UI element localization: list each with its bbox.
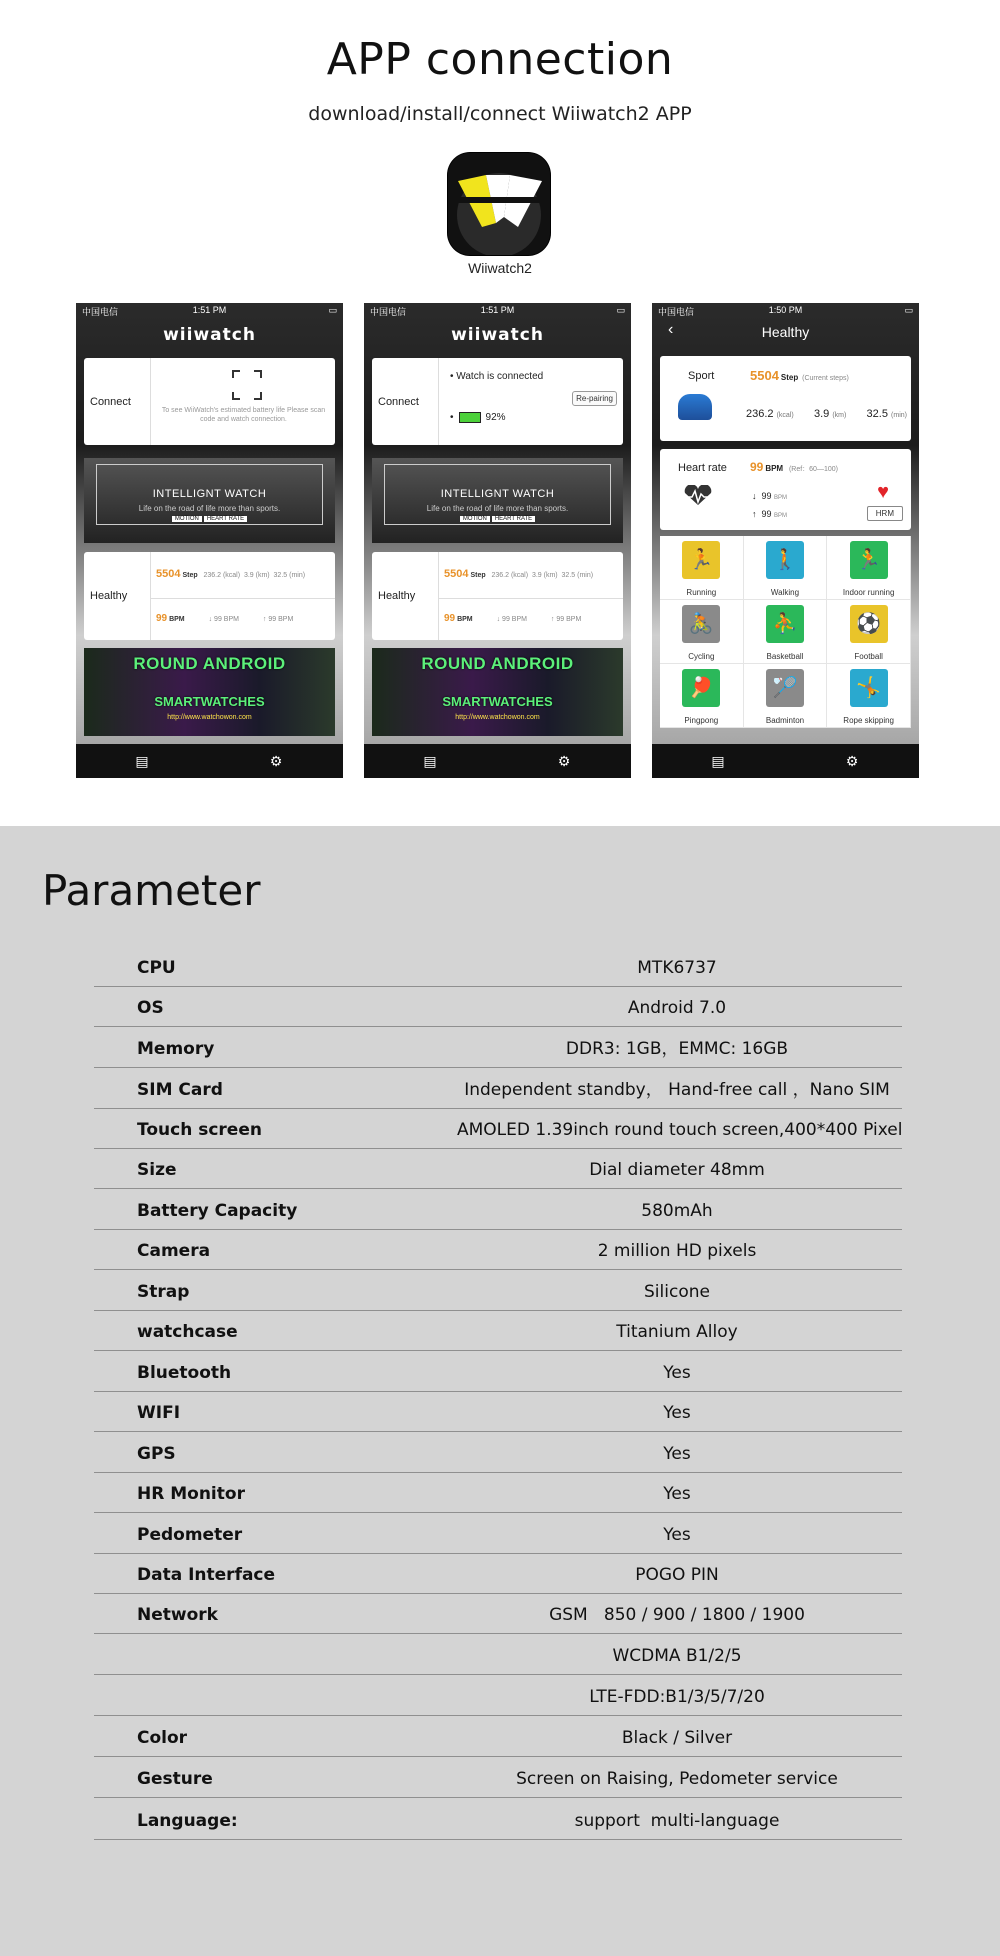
app-name-label: Wiiwatch2 (468, 260, 532, 276)
parameter-row (94, 1268, 902, 1311)
parameter-key: GPS (137, 1444, 176, 1464)
parameter-key: Battery Capacity (137, 1201, 298, 1221)
parameter-row (94, 1714, 902, 1757)
steps-value: 5504 (750, 368, 779, 383)
carrier-label: 中国电信 (82, 307, 119, 317)
bpm-unit: BPM (457, 616, 473, 623)
activity-item[interactable] (660, 536, 744, 600)
activity-icon: 🚴 (682, 605, 720, 643)
parameter-key: HR Monitor (137, 1484, 245, 1504)
battery-value: 92% (485, 412, 506, 424)
parameter-value: Screen on Raising, Pedometer service (516, 1769, 838, 1789)
activity-icon: 🏓 (682, 669, 720, 707)
kcal-value: 236.2 (746, 408, 774, 420)
round-android-promo[interactable] (372, 648, 623, 736)
activity-icon: ⛹ (766, 605, 804, 643)
banner-title: INTELLIGNT WATCH (440, 488, 555, 500)
activity-item[interactable] (744, 600, 828, 664)
parameter-row (94, 1187, 902, 1230)
parameter-value: MTK6737 (637, 958, 717, 978)
parameter-value: DDR3: 1GB，EMMC: 16GB (565, 1039, 789, 1059)
min-value: 32.5 (273, 572, 288, 579)
parameter-row (94, 1591, 902, 1634)
connected-text: Watch is connected (456, 371, 544, 382)
settings-tab-icon[interactable]: ⚙ (269, 753, 283, 769)
parameter-value: Android 7.0 (627, 998, 727, 1018)
scan-qr-icon[interactable] (232, 370, 262, 400)
parameter-title: Parameter (42, 866, 261, 915)
steps-unit: Step (470, 572, 486, 579)
parameter-value: WCDMA B1/2/5 (612, 1646, 742, 1666)
parameter-row (94, 1551, 902, 1594)
parameter-value: Black / Silver (621, 1728, 733, 1748)
settings-tab-icon[interactable]: ⚙ (845, 753, 859, 769)
wiiwatch-app-icon[interactable] (448, 153, 550, 255)
intelligent-watch-banner[interactable] (372, 458, 623, 543)
parameter-row (94, 1632, 902, 1675)
page-title: APP connection (326, 34, 674, 85)
bottom-tab-bar (364, 744, 631, 778)
tag-heart-rate: HEART RATE (492, 516, 535, 522)
activity-item[interactable] (660, 664, 744, 728)
messages-tab-icon[interactable]: ▤ (423, 753, 437, 769)
bottom-tab-bar (76, 744, 343, 778)
bpm-low: 99 (214, 616, 222, 623)
parameter-row (94, 1308, 902, 1351)
parameter-row (94, 944, 902, 987)
km-unit: (km) (255, 572, 270, 579)
parameter-value: Yes (663, 1363, 691, 1383)
activity-label: Badminton (765, 716, 805, 725)
parameter-row (94, 1389, 902, 1432)
parameter-value: GSM 850 / 900 / 1800 / 1900 (549, 1605, 805, 1625)
activity-icon: 🤸 (850, 669, 888, 707)
arrow-up-icon: ↑ (262, 616, 267, 623)
activity-label: Pingpong (684, 716, 719, 725)
activity-grid (660, 536, 911, 728)
parameter-key: CPU (137, 958, 176, 978)
parameter-value: POGO PIN (635, 1565, 719, 1585)
banner-title: INTELLIGNT WATCH (152, 488, 267, 500)
bpm-low: 99 (761, 491, 772, 501)
parameter-key: Touch screen (137, 1120, 262, 1140)
messages-tab-icon[interactable]: ▤ (711, 753, 725, 769)
current-steps-label: (Current steps) (802, 375, 849, 382)
bpm-value: 99 (750, 460, 764, 474)
min-value: 32.5 (866, 408, 888, 420)
bpm-high: 99 (761, 509, 772, 519)
parameter-value: Yes (663, 1525, 691, 1545)
status-bar (652, 303, 919, 317)
parameter-row (94, 1511, 902, 1554)
parameter-key: Language: (137, 1811, 238, 1831)
bpm-high-unit: BPM (278, 616, 294, 623)
parameter-key: Gesture (137, 1769, 213, 1789)
activity-label: Football (854, 652, 883, 661)
km-value: 3.9 (243, 572, 254, 579)
kcal-value: 236.2 (203, 572, 221, 579)
phone-screen-healthy (652, 303, 919, 778)
parameter-key: Bluetooth (137, 1363, 232, 1383)
kcal-unit: (kcal) (510, 572, 529, 579)
banner-subtitle: Life on the road of life more than sports. (138, 504, 281, 513)
activity-item[interactable] (827, 664, 911, 728)
w-logo-icon (448, 153, 550, 255)
parameter-row (94, 1755, 902, 1798)
heart-rate-label: Heart rate (678, 462, 727, 474)
parameter-row (94, 1066, 902, 1109)
re-pairing-button[interactable]: Re-pairing (572, 391, 617, 406)
healthy-label: Healthy (378, 590, 416, 602)
battery-icon (459, 412, 481, 423)
parameter-row (94, 1227, 902, 1270)
bpm-low-unit: BPM (774, 495, 788, 501)
activity-label: Indoor running (842, 588, 895, 597)
min-unit: (min) (891, 412, 907, 419)
carrier-label: 中国电信 (370, 307, 407, 317)
activity-icon: ⚽ (850, 605, 888, 643)
tag-motion: MOTION (460, 516, 490, 522)
kcal-value: 236.2 (491, 572, 509, 579)
parameter-value: Silicone (644, 1282, 710, 1302)
healthy-screen-title: Healthy (761, 324, 810, 340)
km-value: 3.9 (531, 572, 542, 579)
battery-status-icon: ▭ (328, 305, 337, 315)
running-shoe-icon (678, 394, 712, 420)
bpm-value: 99 (444, 613, 456, 624)
sport-label: Sport (688, 370, 715, 382)
heart-rate-card[interactable] (660, 449, 911, 530)
bullet-icon: • (450, 371, 454, 382)
banner-subtitle: Life on the road of life more than sports. (426, 504, 569, 513)
parameter-value: 2 million HD pixels (597, 1241, 757, 1261)
parameter-value: Dial diameter 48mm (589, 1160, 765, 1180)
parameter-key: Network (137, 1605, 218, 1625)
promo-subtitle: SMARTWATCHES (442, 694, 553, 709)
parameter-key: Memory (137, 1039, 215, 1059)
parameter-key: Pedometer (137, 1525, 243, 1545)
bpm-high: 99 (268, 616, 277, 623)
parameter-section (0, 826, 1000, 1956)
parameter-key: Data Interface (137, 1565, 276, 1585)
status-bar (76, 303, 343, 317)
bpm-low-unit: BPM (511, 616, 527, 623)
parameter-row (94, 1430, 902, 1473)
connect-card[interactable] (372, 358, 623, 445)
activity-item[interactable] (744, 664, 828, 728)
arrow-up-icon: ↑ (752, 509, 757, 519)
activity-icon: 🚶 (766, 541, 804, 579)
phone-screen-connect (76, 303, 343, 778)
parameter-value: Titanium Alloy (616, 1322, 738, 1342)
steps-value: 5504 (444, 568, 469, 580)
connect-card[interactable] (84, 358, 335, 445)
bpm-low-unit: BPM (223, 616, 239, 623)
settings-tab-icon[interactable]: ⚙ (557, 753, 571, 769)
parameter-key: Camera (137, 1241, 211, 1261)
messages-tab-icon[interactable]: ▤ (135, 753, 149, 769)
km-unit: (km) (832, 412, 847, 419)
parameter-value: 580mAh (641, 1201, 713, 1221)
parameter-key: OS (137, 998, 164, 1018)
km-value: 3.9 (813, 408, 830, 420)
parameter-row (94, 1025, 902, 1068)
parameter-key: SIM Card (137, 1080, 223, 1100)
steps-value: 5504 (156, 568, 181, 580)
activity-icon: 🏃 (850, 541, 888, 579)
carrier-label: 中国电信 (658, 307, 695, 317)
parameter-value: Yes (663, 1444, 691, 1464)
parameter-value: support multi-language (574, 1811, 780, 1831)
activity-label: Basketball (766, 652, 804, 661)
bpm-high: 99 (556, 616, 565, 623)
battery-status-icon: ▭ (616, 305, 625, 315)
brand-logo: wiiwatch (451, 325, 544, 345)
phone-screen-connected (364, 303, 631, 778)
healthy-card[interactable] (84, 552, 335, 640)
promo-title: ROUND ANDROID (421, 654, 574, 673)
activity-item[interactable] (660, 600, 744, 664)
page-subtitle: download/install/connect Wiiwatch2 APP (308, 103, 692, 125)
activity-item[interactable] (827, 536, 911, 600)
healthy-label: Healthy (90, 590, 128, 602)
healthy-card[interactable] (372, 552, 623, 640)
status-time: 1:51 PM (192, 305, 227, 315)
bpm-high-unit: BPM (566, 616, 582, 623)
parameter-row (94, 1349, 902, 1392)
parameter-key: WIFI (137, 1403, 181, 1423)
arrow-up-icon: ↑ (550, 616, 555, 623)
activity-item[interactable] (827, 600, 911, 664)
parameter-row (94, 1470, 902, 1513)
activity-label: Cycling (688, 652, 715, 661)
connected-status (450, 371, 543, 382)
arrow-down-icon: ↓ (208, 616, 213, 623)
parameter-value: Yes (663, 1403, 691, 1423)
heart-icon: ♥ (877, 481, 889, 503)
arrow-down-icon: ↓ (496, 616, 501, 623)
parameter-value: Independent standby， Hand-free call ，Nano SIM (464, 1080, 890, 1100)
activity-label: Rope skipping (843, 716, 894, 725)
bpm-unit: BPM (765, 464, 784, 473)
kcal-unit: (kcal) (776, 412, 794, 419)
battery-status-icon: ▭ (904, 305, 913, 315)
activity-icon: 🏸 (766, 669, 804, 707)
promo-subtitle: SMARTWATCHES (154, 694, 265, 709)
steps-unit: Step (182, 572, 198, 579)
hrm-button[interactable]: HRM (867, 506, 903, 521)
parameter-row (94, 1106, 902, 1149)
parameter-row (94, 1673, 902, 1716)
min-unit: (min) (577, 572, 594, 579)
bullet-icon: • (450, 412, 454, 424)
connect-label: Connect (90, 396, 131, 408)
promo-url: http://www.watchowon.com (455, 714, 540, 721)
heart-pulse-icon (682, 485, 714, 507)
activity-label: Walking (770, 588, 800, 597)
tag-heart-rate: HEART RATE (204, 516, 247, 522)
connect-label: Connect (378, 396, 419, 408)
arrow-down-icon: ↓ (752, 491, 757, 501)
min-unit: (min) (289, 572, 306, 579)
parameter-value: Yes (663, 1484, 691, 1504)
hr-reference: (Ref：60—100) (788, 466, 838, 473)
status-time: 1:51 PM (480, 305, 515, 315)
app-connection-section (0, 0, 1000, 826)
activity-icon: 🏃 (682, 541, 720, 579)
parameter-key: Color (137, 1728, 188, 1748)
round-android-promo[interactable] (84, 648, 335, 736)
bpm-value: 99 (156, 613, 168, 624)
parameter-value: LTE-FDD:B1/3/5/7/20 (589, 1687, 765, 1707)
parameter-key: Size (137, 1160, 177, 1180)
bpm-low: 99 (502, 616, 510, 623)
parameter-key: Strap (137, 1282, 190, 1302)
connect-hint: To see WiiWatch's estimated battery life Please scan code and watch connection. (161, 407, 326, 423)
status-time: 1:50 PM (768, 305, 803, 315)
parameter-row (94, 1146, 902, 1189)
kcal-unit: (kcal) (222, 572, 241, 579)
promo-url: http://www.watchowon.com (167, 714, 252, 721)
status-bar (364, 303, 631, 317)
sport-card[interactable] (660, 356, 911, 441)
tag-motion: MOTION (172, 516, 202, 522)
bottom-tab-bar (652, 744, 919, 778)
steps-unit: Step (780, 373, 799, 382)
activity-label: Running (686, 588, 717, 597)
back-chevron-icon[interactable]: ‹ (668, 321, 674, 338)
km-unit: (km) (543, 572, 558, 579)
bpm-high-unit: BPM (774, 513, 788, 519)
promo-title: ROUND ANDROID (133, 654, 286, 673)
brand-logo: wiiwatch (163, 325, 256, 345)
parameter-row (94, 1797, 902, 1840)
parameter-row (94, 984, 902, 1027)
intelligent-watch-banner[interactable] (84, 458, 335, 543)
parameter-value: AMOLED 1.39inch round touch screen,400*400 Pixel (457, 1120, 903, 1140)
activity-item[interactable] (744, 536, 828, 600)
bpm-unit: BPM (169, 616, 185, 623)
parameter-key: watchcase (137, 1322, 238, 1342)
min-value: 32.5 (561, 572, 576, 579)
battery-row (450, 412, 506, 423)
